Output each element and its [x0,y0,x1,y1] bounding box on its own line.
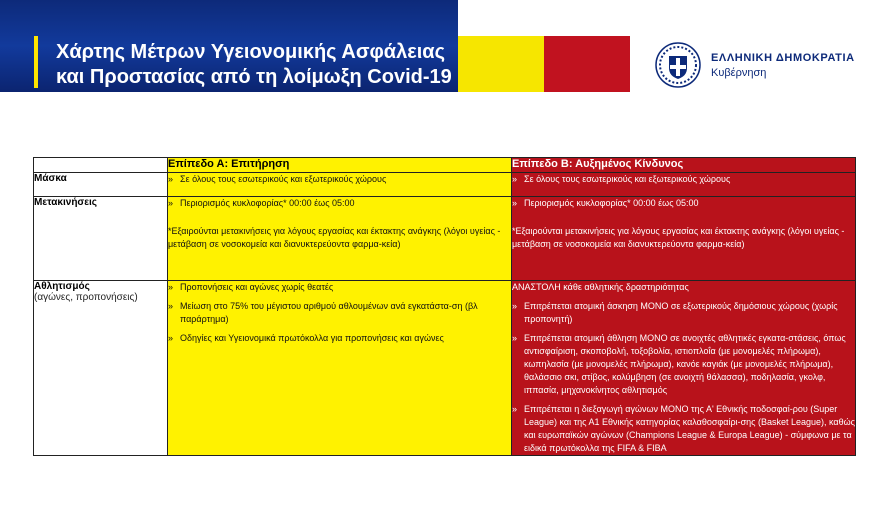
red-stripe [544,36,630,92]
category-label: Μετακινήσεις [34,197,97,208]
sports-b-heading: ΑΝΑΣΤΟΛΗ κάθε αθλητικής δραστηριότητας [512,282,689,292]
header-banner [0,0,458,92]
movement-category [34,197,168,281]
bullet-icon: » [168,282,174,292]
sports-a-item: Μείωση στο 75% του μέγιστου αριθμού αθλουμένων ανά εγκατάστα-ση (βλ παράρτημα) [180,301,478,324]
category-label: Μάσκα [34,173,67,184]
bullet-icon: » [512,174,518,184]
mask-b-text: Σε όλους τους εσωτερικούς και εξωτερικούς χώρους [524,174,731,184]
mask-category [34,173,168,197]
bullet-icon: » [168,301,174,311]
movement-level-a [168,197,512,281]
page-title-line1: Χάρτης Μέτρων Υγειονομικής Ασφάλειας [56,41,445,63]
movement-a-text: Περιορισμός κυκλοφορίας* 00:00 έως 05:00 [180,198,355,208]
yellow-stripe [458,36,544,92]
sports-category [34,281,168,456]
measures-table [33,157,856,456]
movement-a-note: *Εξαιρούνται μετακινήσεις για λόγους εργασίας και έκτακτης ανάγκης (λόγοι υγείας - μετάβαση σε νοσοκομεία και διανυκτερεύοντα φαρμα-κεία) [168,226,501,249]
table-row [34,173,856,197]
sports-b-item: Επιτρέπεται ατομική άθληση ΜΟΝΟ σε ανοιχτές αθλητικές εγκατα-στάσεις, όπως αντισφαίριση, σκοποβολή, τοξοβολία, ιστιοπλοΐα (με μονομελές πλήρωμα), κωπηλασία (με μονομελές πλήρωμα), κανόε καγιάκ (με μονομελές πλήρωμα), θαλάσσιο σκι, στίβος, κολύμβηση (σε ανοιχτή θάλασσα), ποδηλασία, γκολφ, ιππασία, μηχανοκίνητος αθλητισμός [524,333,846,395]
bullet-icon: » [168,198,174,208]
table-row [34,197,856,281]
government-name: ΕΛΛΗΝΙΚΗ ΔΗΜΟΚΡΑΤΙΑ [711,52,855,64]
table-row [34,281,856,456]
sports-a-item: Προπονήσεις και αγώνες χωρίς θεατές [180,282,334,292]
table-header-row [34,158,856,173]
greek-coat-of-arms-icon [655,42,701,88]
sports-a-item: Οδηγίες και Υγειονομικά πρωτόκολλα για προπονήσεις και αγώνες [180,333,444,343]
banner-accent-bar [34,36,38,88]
sports-b-item: Επιτρέπεται ατομική άσκηση ΜΟΝΟ σε εξωτερικούς δημόσιους χώρους (χωρίς προπονητή) [524,301,838,324]
category-label: Αθλητισμός [34,281,90,292]
movement-b-note: *Εξαιρούνται μετακινήσεις για λόγους εργασίας και έκτακτης ανάγκης (λόγοι υγείας - μετάβαση σε νοσοκομεία και διανυκτερεύοντα φαρμα-κεία) [512,226,845,249]
sports-level-a [168,281,512,456]
level-b-header: Επίπεδο Β: Αυξημένος Κίνδυνος [512,158,856,173]
bullet-icon: » [512,198,518,208]
bullet-icon: » [512,301,518,311]
category-sublabel: (αγώνες, προπονήσεις) [34,292,138,303]
mask-level-a [168,173,512,197]
bullet-icon: » [168,174,174,184]
movement-level-b [512,197,856,281]
movement-b-text: Περιορισμός κυκλοφορίας* 00:00 έως 05:00 [524,198,699,208]
sports-level-b [512,281,856,456]
bullet-icon: » [512,333,518,343]
bullet-icon: » [168,333,174,343]
page-title [56,40,456,90]
page-title-line2: και Προστασίας από τη λοίμωξη Covid-19 [56,66,452,88]
government-subtitle: Κυβέρνηση [711,67,767,79]
bullet-icon: » [512,404,518,414]
sports-b-item: Επιτρέπεται η διεξαγωγή αγώνων ΜΟΝΟ της Α' Εθνικής ποδοσφαί-ρου (Super League) και της Α1 Εθνικής κατηγορίας καλαθοσφαίρι-σης (Basket League), καθώς και ευρωπαϊκών αγώνων (Champions League & Europa League) - σύμφωνα με τα ειδικά πρωτόκολλα της FIFA & FIBA [524,404,855,453]
mask-a-text: Σε όλους τους εσωτερικούς και εξωτερικούς χώρους [180,174,387,184]
mask-level-b [512,173,856,197]
level-a-header: Επίπεδο Α: Επιτήρηση [168,158,512,173]
table-corner-cell [34,158,168,173]
